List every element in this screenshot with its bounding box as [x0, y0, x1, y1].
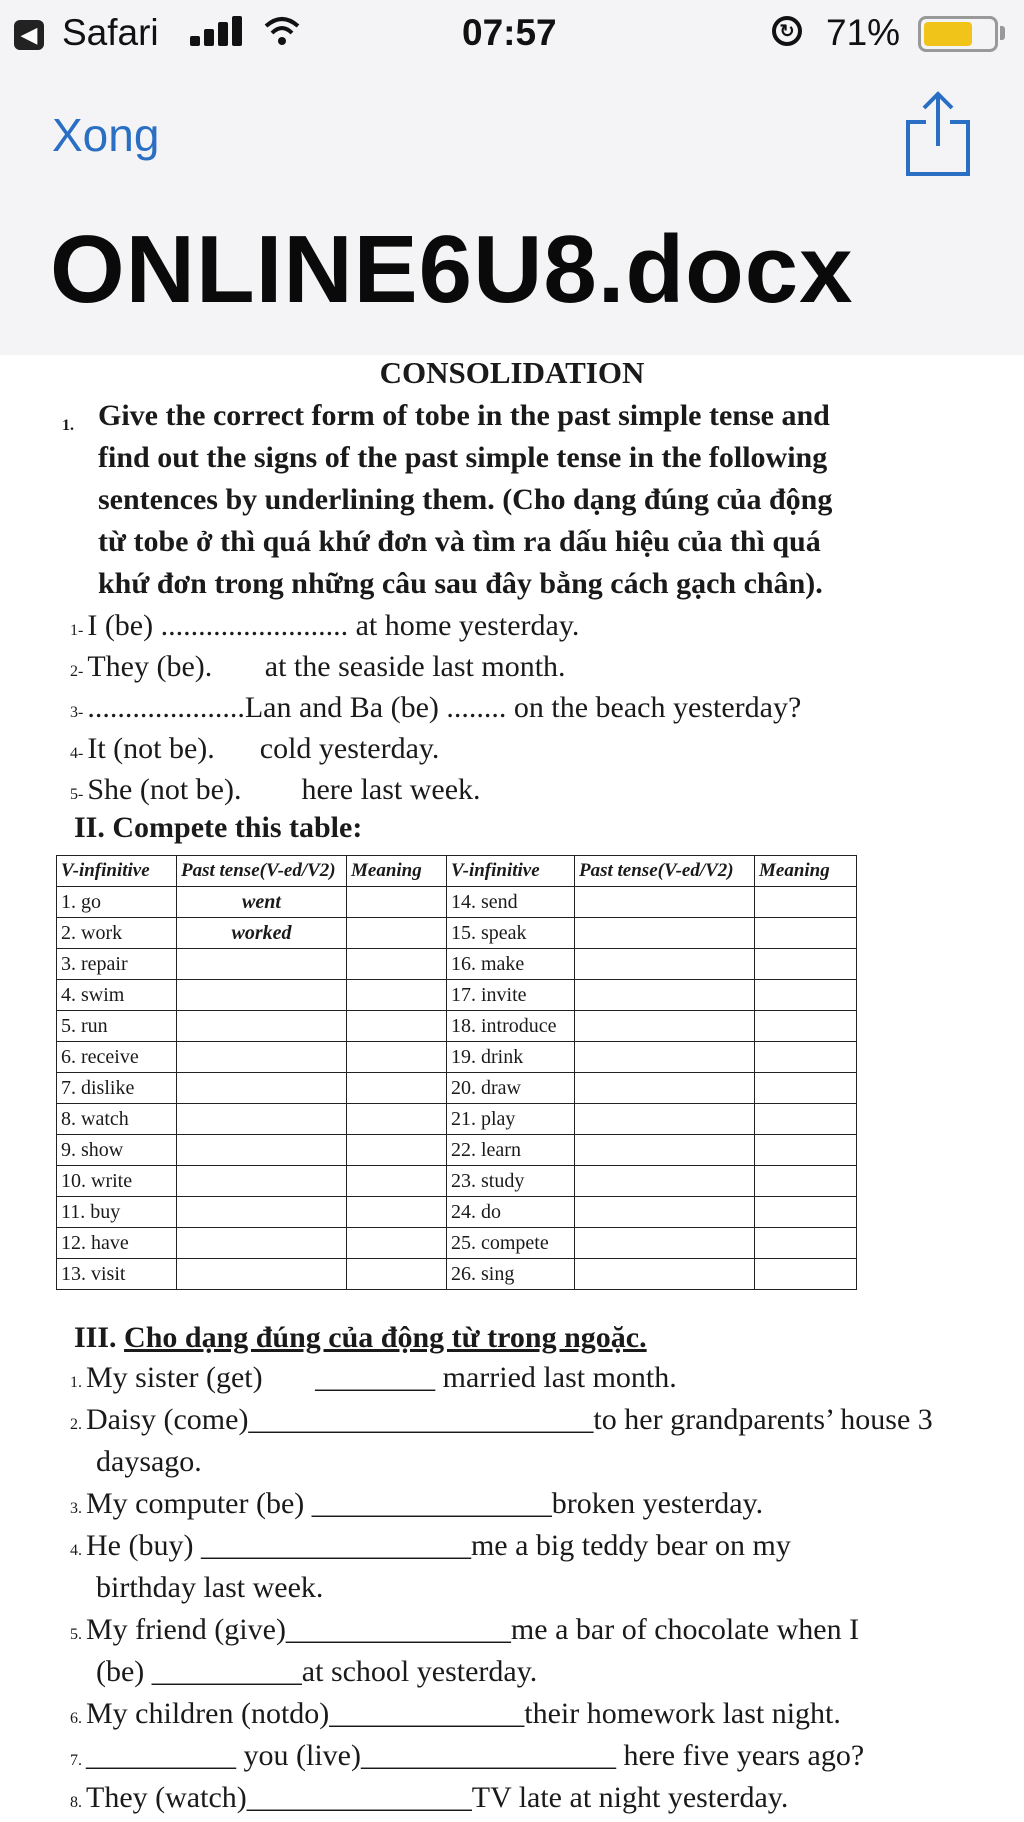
cell-meaning	[347, 1135, 447, 1166]
cell-meaning	[755, 1259, 857, 1290]
table-row	[57, 1135, 857, 1166]
cellular-signal-icon	[190, 16, 246, 46]
exercise-3-item: 8. They (watch)_______________TV late at night yesterday.	[70, 1781, 789, 1814]
exercise-3-item: 1. My sister (get) ________ married last month.	[70, 1361, 677, 1394]
cell-meaning	[347, 887, 447, 918]
cell-meaning	[347, 1042, 447, 1073]
doc-heading: CONSOLIDATION	[379, 355, 645, 390]
cell-infinitive: 22. learn	[447, 1135, 575, 1166]
cell-past-tense	[177, 1011, 347, 1042]
cell-infinitive: 1. go	[57, 887, 177, 918]
cell-meaning	[347, 1073, 447, 1104]
table-row	[57, 1166, 857, 1197]
cell-meaning	[755, 1011, 857, 1042]
cell-meaning	[347, 949, 447, 980]
col-header-past-tense: Past tense(V-ed/V2)	[575, 856, 755, 887]
section-3-title: III. Cho dạng đúng của động từ trong ngoặc.	[74, 1321, 647, 1354]
orientation-lock-icon: ↻	[772, 16, 802, 46]
cell-past-tense	[177, 1042, 347, 1073]
cell-past-tense	[177, 1166, 347, 1197]
verb-table	[56, 855, 857, 1290]
col-header-past-tense: Past tense(V-ed/V2)	[177, 856, 347, 887]
cell-past-tense	[575, 1135, 755, 1166]
cell-infinitive: 21. play	[447, 1104, 575, 1135]
cell-infinitive: 19. drink	[447, 1042, 575, 1073]
cell-meaning	[755, 980, 857, 1011]
exercise-3-item: birthday last week.	[96, 1571, 324, 1604]
table-row	[57, 1197, 857, 1228]
exercise-1-item: 2- They (be). at the seaside last month.	[70, 650, 566, 683]
instruction-line: từ tobe ở thì quá khứ đơn và tìm ra dấu hiệu của thì quá	[98, 525, 821, 558]
cell-infinitive: 7. dislike	[57, 1073, 177, 1104]
cell-meaning	[755, 1228, 857, 1259]
exercise-3-item: 7. __________ you (live)_________________ here five years ago?	[70, 1739, 865, 1772]
exercise-1-instructions	[62, 395, 962, 605]
table-row	[57, 1228, 857, 1259]
cell-past-tense	[575, 1166, 755, 1197]
cell-past-tense	[177, 1135, 347, 1166]
exercise-3-item: 5. My friend (give)_______________me a bar of chocolate when I	[70, 1613, 860, 1646]
cell-infinitive: 26. sing	[447, 1259, 575, 1290]
cell-infinitive: 18. introduce	[447, 1011, 575, 1042]
cell-past-tense	[177, 1197, 347, 1228]
cell-meaning	[755, 918, 857, 949]
cell-meaning	[347, 1197, 447, 1228]
table-row	[57, 1104, 857, 1135]
battery-percent: 71%	[826, 12, 901, 53]
cell-infinitive: 13. visit	[57, 1259, 177, 1290]
cell-meaning	[347, 918, 447, 949]
cell-infinitive: 5. run	[57, 1011, 177, 1042]
table-row	[57, 1011, 857, 1042]
col-header-meaning: Meaning	[347, 856, 447, 887]
cell-infinitive: 2. work	[57, 918, 177, 949]
cell-meaning	[755, 1042, 857, 1073]
instruction-line: find out the signs of the past simple tense in the following	[98, 441, 828, 474]
document-content[interactable]	[0, 355, 1024, 1821]
exercise-1-item: 3- .....................Lan and Ba (be) ........ on the beach yesterday?	[70, 691, 802, 724]
exercise-1-item: 4- It (not be). cold yesterday.	[70, 732, 440, 765]
cell-infinitive: 15. speak	[447, 918, 575, 949]
done-button[interactable]: Xong	[52, 109, 160, 161]
exercise-3-item: (be) __________at school yesterday.	[96, 1655, 538, 1688]
cell-past-tense	[177, 1228, 347, 1259]
instruction-line: khứ đơn trong những câu sau đây bằng cách gạch chân).	[98, 567, 823, 600]
clock: 07:57	[462, 12, 557, 53]
cell-infinitive: 9. show	[57, 1135, 177, 1166]
cell-infinitive: 14. send	[447, 887, 575, 918]
instruction-line: Give the correct form of tobe in the past simple tense and	[98, 399, 830, 432]
exercise-3-item: 2. Daisy (come)_______________________to her grandparents’ house 3	[70, 1403, 933, 1436]
cell-past-tense	[177, 980, 347, 1011]
table-row	[57, 1042, 857, 1073]
col-header-meaning: Meaning	[755, 856, 857, 887]
cell-past-tense	[177, 1104, 347, 1135]
cell-past-tense: worked	[177, 918, 347, 949]
cell-meaning	[347, 1166, 447, 1197]
cell-meaning	[755, 1166, 857, 1197]
col-header-infinitive: V-infinitive	[447, 856, 575, 887]
table-row	[57, 1259, 857, 1290]
exercise-3-item: daysago.	[96, 1445, 202, 1478]
cell-past-tense	[575, 1104, 755, 1135]
cell-infinitive: 20. draw	[447, 1073, 575, 1104]
cell-past-tense	[575, 1011, 755, 1042]
cell-past-tense	[575, 1073, 755, 1104]
table-header-row	[57, 856, 857, 887]
cell-past-tense	[177, 1259, 347, 1290]
cell-infinitive: 3. repair	[57, 949, 177, 980]
cell-past-tense	[575, 949, 755, 980]
share-icon[interactable]	[904, 88, 972, 178]
exercise-3-item: 6. My children (notdo)_____________their homework last night.	[70, 1697, 841, 1730]
cell-meaning	[347, 1104, 447, 1135]
cell-meaning	[755, 887, 857, 918]
cell-infinitive: 12. have	[57, 1228, 177, 1259]
back-to-app-icon[interactable]: ◀	[14, 20, 44, 50]
cell-past-tense	[575, 1228, 755, 1259]
cell-infinitive: 25. compete	[447, 1228, 575, 1259]
cell-past-tense	[575, 1042, 755, 1073]
cell-meaning	[755, 1073, 857, 1104]
cell-past-tense	[575, 918, 755, 949]
cell-infinitive: 8. watch	[57, 1104, 177, 1135]
cell-infinitive: 23. study	[447, 1166, 575, 1197]
cell-past-tense	[575, 1259, 755, 1290]
battery-icon	[918, 16, 998, 52]
browser-header	[0, 0, 1024, 355]
cell-infinitive: 10. write	[57, 1166, 177, 1197]
cell-past-tense	[177, 949, 347, 980]
cell-meaning	[347, 1011, 447, 1042]
table-row	[57, 980, 857, 1011]
cell-infinitive: 16. make	[447, 949, 575, 980]
instruction-line: sentences by underlining them. (Cho dạng đúng của động	[98, 483, 833, 516]
cell-infinitive: 11. buy	[57, 1197, 177, 1228]
cell-past-tense	[575, 980, 755, 1011]
exercise-1-number: 1.	[62, 417, 74, 434]
back-app-label[interactable]: Safari	[62, 12, 159, 53]
col-header-infinitive: V-infinitive	[57, 856, 177, 887]
cell-meaning	[755, 1104, 857, 1135]
cell-past-tense	[575, 1197, 755, 1228]
table-row	[57, 918, 857, 949]
exercise-1-item: 5- She (not be). here last week.	[70, 773, 481, 806]
cell-infinitive: 6. receive	[57, 1042, 177, 1073]
cell-past-tense	[575, 887, 755, 918]
exercise-3-item: 4. He (buy) __________________me a big teddy bear on my	[70, 1529, 791, 1562]
cell-meaning	[755, 1135, 857, 1166]
battery-tip	[1000, 26, 1005, 40]
table-row	[57, 887, 857, 918]
cell-infinitive: 24. do	[447, 1197, 575, 1228]
document-title: ONLINE6U8.docx	[50, 216, 854, 323]
section-2-title: II. Compete this table:	[74, 811, 363, 844]
wifi-icon	[262, 10, 302, 50]
cell-meaning	[347, 1259, 447, 1290]
table-row	[57, 949, 857, 980]
cell-infinitive: 17. invite	[447, 980, 575, 1011]
cell-meaning	[755, 1197, 857, 1228]
cell-meaning	[347, 980, 447, 1011]
cell-meaning	[347, 1228, 447, 1259]
table-row	[57, 1073, 857, 1104]
cell-past-tense: went	[177, 887, 347, 918]
status-bar	[0, 0, 1024, 70]
exercise-1-item: 1- I (be) ......................... at home yesterday.	[70, 609, 580, 642]
exercise-3-item: 3. My computer (be) ________________broken yesterday.	[70, 1487, 764, 1520]
cell-infinitive: 4. swim	[57, 980, 177, 1011]
cell-past-tense	[177, 1073, 347, 1104]
cell-meaning	[755, 949, 857, 980]
